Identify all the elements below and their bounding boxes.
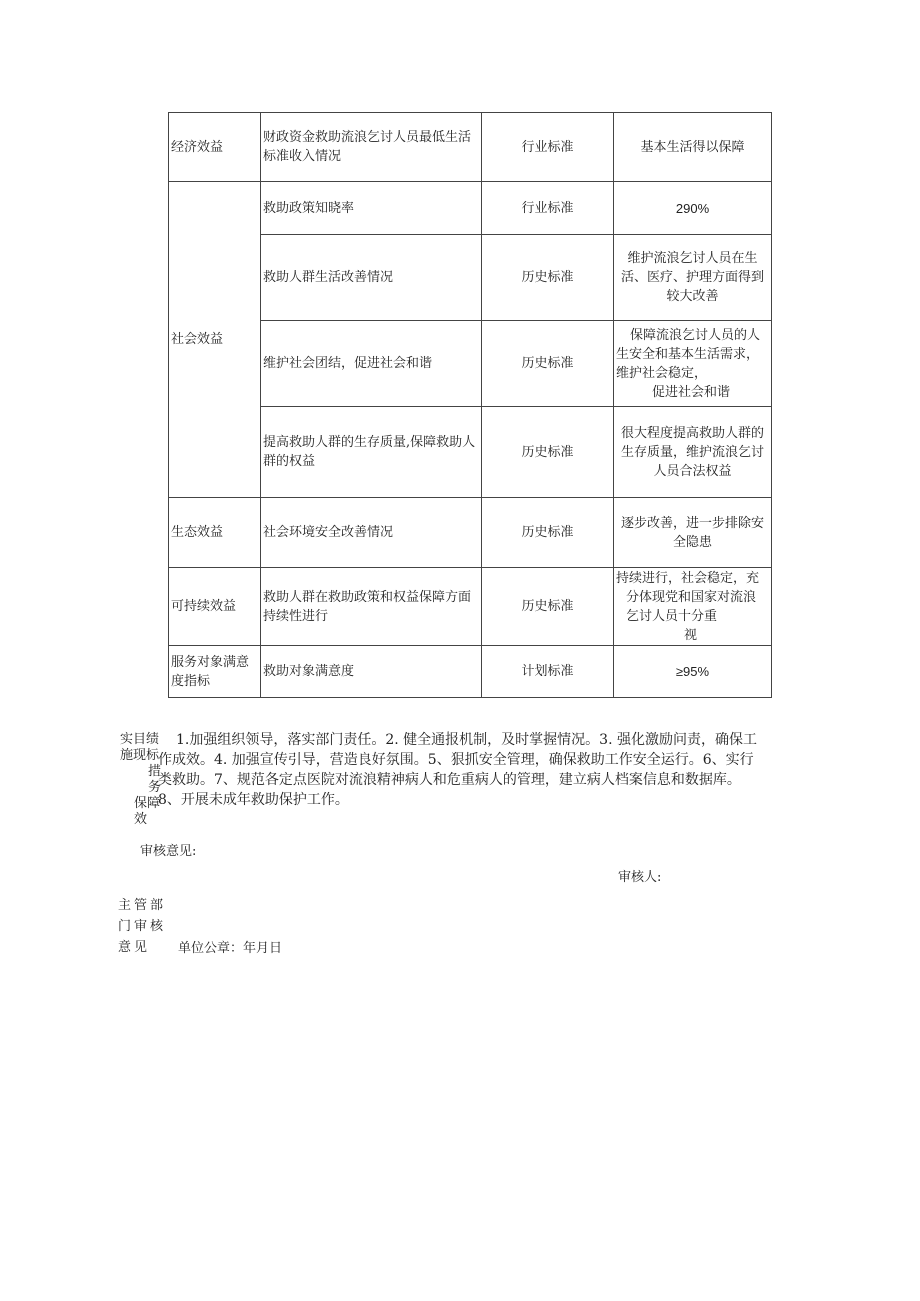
standard-cell: 计划标准 <box>482 646 614 698</box>
indicator-cell: 财政资金救助流浪乞讨人员最低生活标准收入情况 <box>261 113 482 182</box>
indicator-cell: 救助人群生活改善情况 <box>261 235 482 321</box>
category-cell: 生态效益 <box>169 498 261 568</box>
category-cell: 经济效益 <box>169 113 261 182</box>
standard-cell: 历史标准 <box>482 498 614 568</box>
value-line: 维护社会稳定， <box>616 365 708 381</box>
indicator-cell: 维护社会团结，促进社会和谐 <box>261 321 482 407</box>
dept-review-label <box>118 895 170 958</box>
side-label-line: 保障 <box>134 796 161 811</box>
value-cell: 290% <box>614 182 772 235</box>
measures-text <box>158 730 808 810</box>
indicator-cell: 社会环境安全改善情况 <box>261 498 482 568</box>
review-opinion-label: 审核意见: <box>140 844 197 859</box>
value-cell: 很大程度提高救助人群的生存质量，维护流浪乞讨人员合法权益 <box>614 407 772 498</box>
table-row <box>169 113 772 182</box>
side-label-line: 施现标 <box>120 748 160 763</box>
seal-date-label: 单位公章：年月日 <box>178 941 283 956</box>
value-line: 视 <box>684 627 698 643</box>
value-cell: 逐步改善，进一步排除安全隐患 <box>614 498 772 568</box>
standard-cell: 历史标准 <box>482 568 614 646</box>
value-line: 促进社会和谐 <box>652 384 731 400</box>
standard-cell: 历史标准 <box>482 235 614 321</box>
side-label-line: 措务 <box>148 764 162 795</box>
measures-line: 8、开展未成年救助保护工作。 <box>158 792 349 808</box>
standard-cell: 历史标准 <box>482 321 614 407</box>
table-row <box>169 498 772 568</box>
table-row <box>169 568 772 646</box>
side-label-line: 实目绩 <box>120 732 160 747</box>
category-cell: 可持续效益 <box>169 568 261 646</box>
indicator-cell: 救助政策知晓率 <box>261 182 482 235</box>
value-cell <box>614 321 772 407</box>
value-cell <box>614 568 772 646</box>
measures-line: 作成效。4. 加强宣传引导，营造良好氛围。5、狠抓安全管理，确保救助工作安全运行。6、实行 <box>158 752 754 768</box>
standard-cell: 行业标准 <box>482 182 614 235</box>
table-row <box>169 182 772 235</box>
standard-cell: 行业标准 <box>482 113 614 182</box>
dept-label-line: 主管部 <box>118 898 167 913</box>
measures-line: 1.加强组织领导，落实部门责任。2. 健全通报机制，及时掌握情况。3. 强化激励问责，确保工 <box>176 732 757 748</box>
value-cell: 基本生活得以保障 <box>614 113 772 182</box>
reviewer-label: 审核人: <box>618 870 662 885</box>
dept-label-line: 意见 <box>118 940 151 955</box>
value-line: 保障流浪乞讨人员的人 <box>630 327 761 343</box>
value-line: 持续进行，社会稳定，充 <box>616 570 760 586</box>
value-cell: 维护流浪乞讨人员在生活、医疗、护理方面得到较大改善 <box>614 235 772 321</box>
indicator-cell: 救助人群在救助政策和权益保障方面持续性进行 <box>261 568 482 646</box>
standard-cell: 历史标准 <box>482 407 614 498</box>
category-cell: 社会效益 <box>169 182 261 498</box>
performance-table <box>168 112 772 698</box>
dept-label-line: 门审核 <box>118 919 167 934</box>
table-row <box>169 646 772 698</box>
side-label-line: 效 <box>134 812 148 827</box>
category-cell: 服务对象满意度指标 <box>169 646 261 698</box>
value-line: 分体现党和国家对流浪 <box>626 589 757 605</box>
indicator-cell: 提高救助人群的生存质量,保障救助人群的权益 <box>261 407 482 498</box>
measures-line: 类救助。7、规范各定点医院对流浪精神病人和危重病人的管理，建立病人档案信息和数据库。 <box>158 772 741 788</box>
indicator-cell: 救助对象满意度 <box>261 646 482 698</box>
value-cell: ≥95% <box>614 646 772 698</box>
value-line: 生安全和基本生活需求， <box>616 346 760 362</box>
value-line: 乞讨人员十分重 <box>626 608 718 624</box>
